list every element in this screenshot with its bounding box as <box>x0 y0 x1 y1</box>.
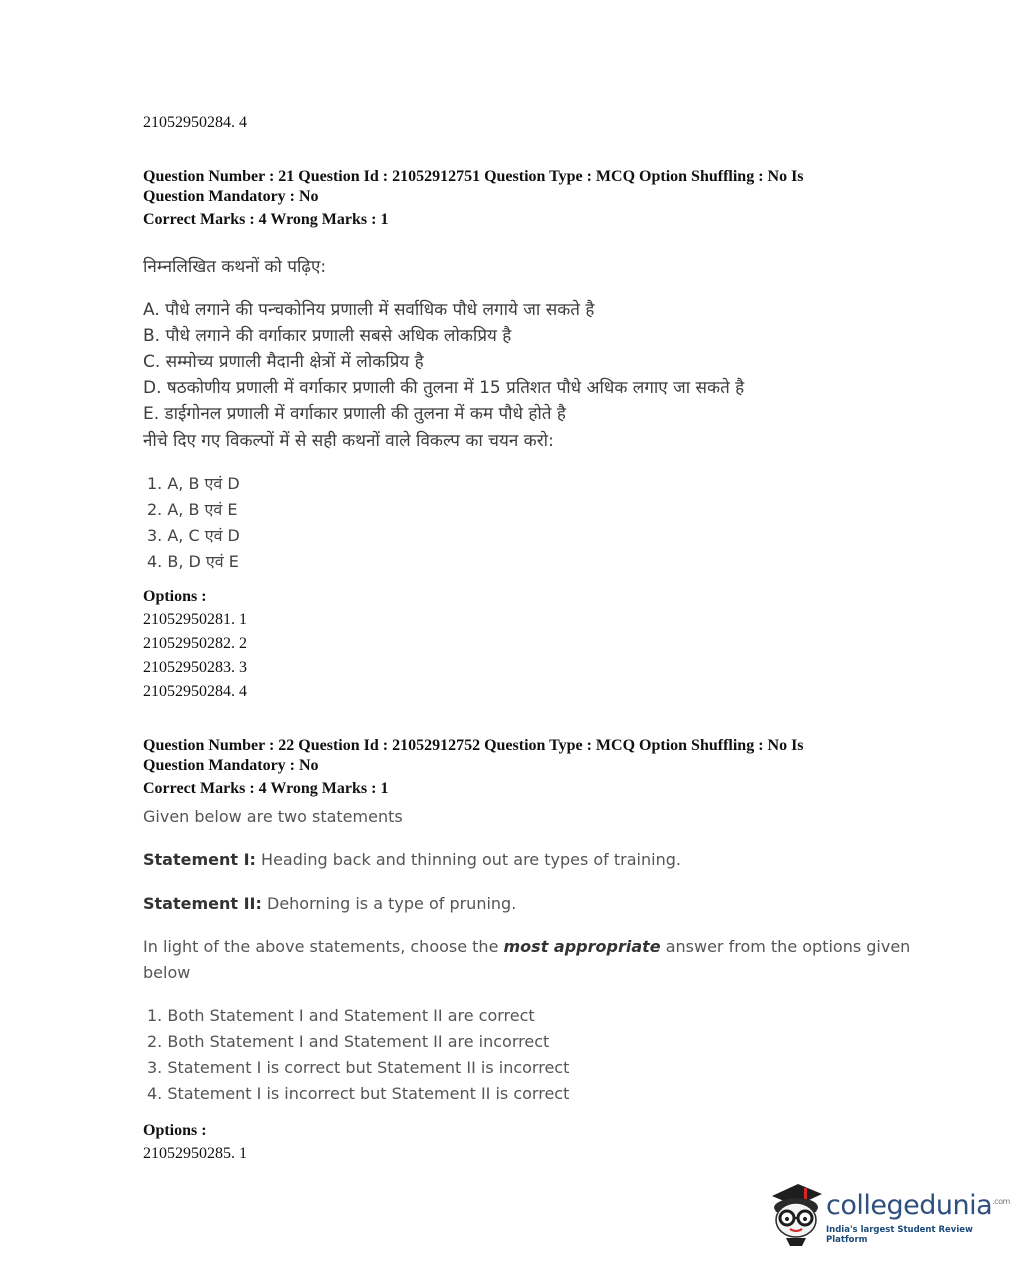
q22-choice-3: 3. Statement I is correct but Statement II is incorrect <box>147 1058 570 1077</box>
q21-statement-c: C. सम्मोच्य प्रणाली मैदानी क्षेत्रों में लोकप्रिय है <box>143 352 424 372</box>
q22-choice-2: 2. Both Statement I and Statement II are incorrect <box>147 1032 550 1051</box>
q21-intro: निम्नलिखित कथनों को पढ़िए: <box>143 257 327 277</box>
q21-instruction: नीचे दिए गए विकल्पों में से सही कथनों वाले विकल्प का चयन करो: <box>143 431 554 451</box>
q21-statement-b: B. पौधे लगाने की वर्गाकार प्रणाली सबसे अधिक लोकप्रिय है <box>143 326 512 346</box>
logo-wordmark <box>826 1190 1010 1221</box>
logo-tm: .com <box>992 1197 1010 1206</box>
logo-name: collegedunia <box>826 1190 993 1221</box>
q22-statement-2-label: Statement II: <box>143 894 262 913</box>
q22-instruction-post: answer from the options given <box>660 937 911 956</box>
q22-options-label: Options : <box>143 1122 207 1139</box>
q22-header-line1: Question Number : 22 Question Id : 21052912752 Question Type : MCQ Option Shuffling : No Is <box>143 737 804 754</box>
previous-option-line: 21052950284. 4 <box>143 114 247 131</box>
q22-choice-4: 4. Statement I is incorrect but Statement II is correct <box>147 1084 570 1103</box>
q21-statement-d: D. षठकोणीय प्रणाली में वर्गाकार प्रणाली की तुलना में 15 प्रतिशत पौधे अधिक लगाए जा सकते है <box>143 378 745 398</box>
q22-instruction-line1 <box>143 937 910 956</box>
q21-option-2: 21052950282. 2 <box>143 635 247 652</box>
mascot-icon <box>768 1178 826 1250</box>
q22-statement-1 <box>143 850 681 869</box>
q22-option-1: 21052950285. 1 <box>143 1145 247 1162</box>
q22-instruction-emphasis: most appropriate <box>503 937 661 956</box>
q21-choice-2: 2. A, B एवं E <box>147 500 238 519</box>
q21-header-line2: Question Mandatory : No <box>143 188 319 205</box>
q22-choice-1: 1. Both Statement I and Statement II are correct <box>147 1006 535 1025</box>
q22-marks: Correct Marks : 4 Wrong Marks : 1 <box>143 780 389 797</box>
q21-header-line1: Question Number : 21 Question Id : 21052912751 Question Type : MCQ Option Shuffling : No Is <box>143 168 804 185</box>
q21-option-3: 21052950283. 3 <box>143 659 247 676</box>
q22-statement-1-text: Heading back and thinning out are types of training. <box>255 850 681 869</box>
q21-choice-3: 3. A, C एवं D <box>147 526 240 545</box>
q22-header-line2: Question Mandatory : No <box>143 757 319 774</box>
q22-statement-2 <box>143 894 516 913</box>
q21-options-label: Options : <box>143 588 207 605</box>
q21-statement-a: A. पौधे लगाने की पन्चकोनिय प्रणाली में सर्वाधिक पौधे लगाये जा सकते है <box>143 300 595 320</box>
q22-statement-1-label: Statement I: <box>143 850 256 869</box>
q22-instruction-pre: In light of the above statements, choose the <box>143 937 504 956</box>
logo-tagline: India's largest Student Review Platform <box>826 1225 973 1245</box>
q21-choice-1: 1. A, B एवं D <box>147 474 240 493</box>
q21-option-4: 21052950284. 4 <box>143 683 247 700</box>
q22-intro: Given below are two statements <box>143 807 403 826</box>
q21-statement-e: E. डाईगोनल प्रणाली में वर्गाकार प्रणाली की तुलना में कम पौधे होते है <box>143 404 566 424</box>
q21-choice-4: 4. B, D एवं E <box>147 552 239 571</box>
q21-marks: Correct Marks : 4 Wrong Marks : 1 <box>143 211 389 228</box>
collegedunia-logo <box>768 1178 1010 1258</box>
q22-statement-2-text: Dehorning is a type of pruning. <box>261 894 517 913</box>
q22-instruction-line2: below <box>143 963 191 982</box>
q21-option-1: 21052950281. 1 <box>143 611 247 628</box>
